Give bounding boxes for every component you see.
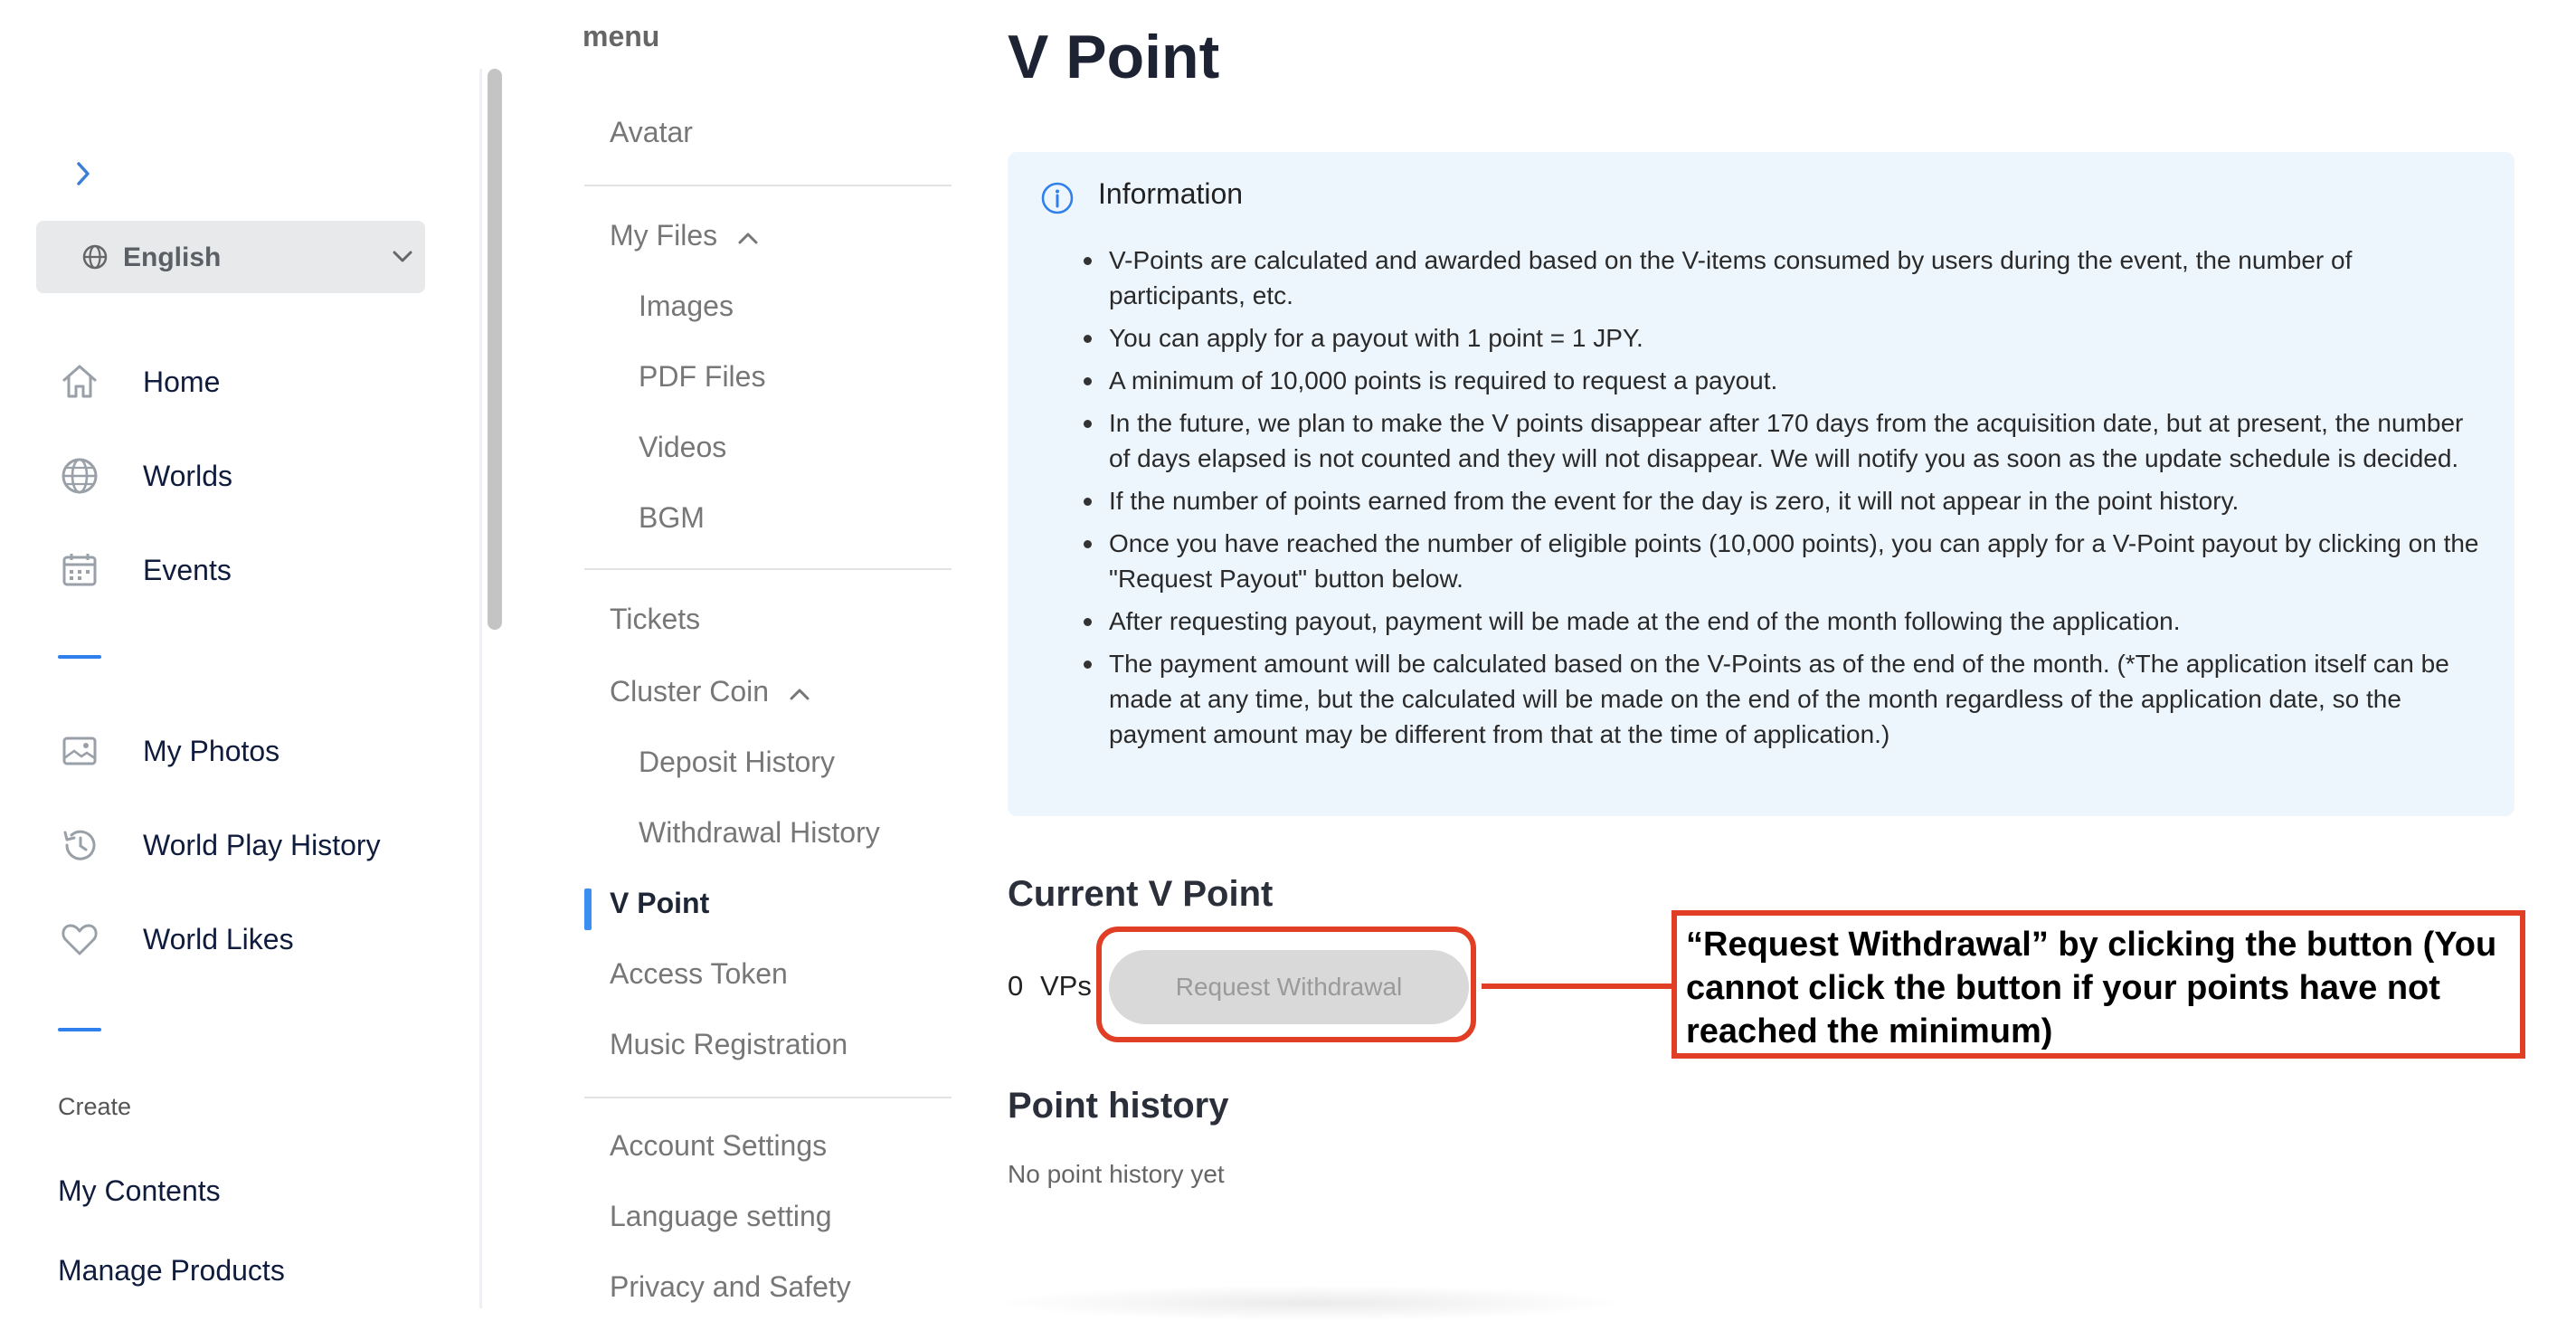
- sidebar-item-my-photos[interactable]: [58, 724, 279, 778]
- information-item: If the number of points earned from the event for the day is zero, it will not appear in the point history.: [1080, 483, 2491, 518]
- information-item: V-Points are calculated and awarded based on the V-items consumed by users during the event, the number of participants, etc.: [1080, 242, 2491, 313]
- menu-item-avatar[interactable]: Avatar: [610, 116, 693, 148]
- menu-item-cluster-coin[interactable]: [610, 675, 811, 708]
- request-withdrawal-button[interactable]: Request Withdrawal: [1109, 950, 1469, 1024]
- menu-item-deposit-history[interactable]: Deposit History: [639, 746, 835, 778]
- chevron-up-icon: [788, 685, 811, 703]
- annotation-callout: [1672, 910, 2525, 1059]
- history-icon: [58, 818, 112, 872]
- menu-item-v-point[interactable]: V Point: [610, 887, 710, 919]
- sidebar-scrollbar[interactable]: [488, 69, 502, 630]
- sidebar-item-label: World Play History: [143, 828, 381, 861]
- active-indicator: [584, 889, 592, 930]
- create-section-label: Create: [58, 1093, 132, 1120]
- information-item: You can apply for a payout with 1 point = 1 JPY.: [1080, 320, 2491, 356]
- information-item: Once you have reached the number of eligible points (10,000 points), you can apply for a V-Point payout by clicking on the "Request Payout" button below.: [1080, 526, 2491, 596]
- menu-item-bgm[interactable]: BGM: [639, 501, 705, 534]
- point-history-empty: No point history yet: [1008, 1160, 1225, 1188]
- sidebar-item-events[interactable]: [58, 543, 232, 597]
- annotation-highlight: [1096, 927, 1476, 1042]
- information-item: In the future, we plan to make the V points disappear after 170 days from the acquisition date, but at present, the number of days elapsed is not counted and they will not disappear. We will notify you as soon as the update schedule is decided.: [1080, 405, 2491, 476]
- my-contents-link[interactable]: My Contents: [58, 1174, 221, 1207]
- chevron-down-icon: [391, 246, 414, 268]
- information-item: The payment amount will be calculated based on the V-Points as of the end of the month. (*The application itself can be made at any time, but the calculated will be made on the end of the month regardless of the application date, so the payment amount may be different from that at the time of application.): [1080, 646, 2491, 752]
- menu-item-music-registration[interactable]: Music Registration: [610, 1028, 848, 1060]
- sidebar-item-home[interactable]: [58, 355, 220, 409]
- menu-item-language-setting[interactable]: Language setting: [610, 1200, 832, 1232]
- menu-item-tickets[interactable]: Tickets: [610, 603, 701, 635]
- sidebar-item-world-play-history[interactable]: [58, 818, 381, 872]
- menu-item-withdrawal-history[interactable]: Withdrawal History: [639, 816, 880, 849]
- sidebar: [0, 0, 481, 1308]
- information-list: [1080, 242, 2491, 759]
- sidebar-item-label: My Photos: [143, 734, 280, 767]
- point-history-heading: Point history: [1008, 1086, 1229, 1126]
- menu-item-privacy-safety[interactable]: Privacy and Safety: [610, 1270, 851, 1303]
- info-icon: [1040, 181, 1075, 215]
- floating-panel-shadow: [995, 1285, 1628, 1321]
- heart-icon: [58, 912, 112, 966]
- menu-divider: [584, 1097, 952, 1098]
- information-title: Information: [1098, 177, 1244, 210]
- menu-divider: [584, 568, 952, 570]
- sidebar-item-label: World Likes: [143, 922, 294, 955]
- v-point-balance: 0: [1008, 970, 1024, 1002]
- sidebar-divider: [479, 69, 482, 1308]
- section-divider: [58, 1028, 101, 1031]
- expand-sidebar-button[interactable]: [67, 156, 99, 192]
- menu-item-pdf-files[interactable]: PDF Files: [639, 360, 766, 393]
- sidebar-item-label: Worlds: [143, 459, 232, 492]
- page-title: V Point: [1008, 23, 1220, 91]
- v-point-unit: VPs: [1040, 970, 1092, 1002]
- manage-products-link[interactable]: Manage Products: [58, 1254, 285, 1287]
- annotation-connector: [1482, 984, 1673, 989]
- current-v-point-heading: Current V Point: [1008, 874, 1274, 914]
- sidebar-item-worlds[interactable]: [58, 449, 232, 503]
- section-divider: [58, 655, 101, 659]
- menu-divider: [584, 185, 952, 186]
- photo-icon: [58, 724, 112, 778]
- language-select[interactable]: [36, 221, 425, 293]
- chevron-up-icon: [736, 229, 760, 247]
- menu-item-my-files[interactable]: [610, 219, 760, 252]
- calendar-icon: [58, 543, 112, 597]
- sidebar-item-world-likes[interactable]: [58, 912, 294, 966]
- chevron-right-icon: [74, 160, 92, 187]
- menu-heading: menu: [582, 20, 660, 52]
- information-panel: [1008, 152, 2514, 816]
- menu-item-label: My Files: [610, 219, 718, 252]
- sidebar-item-label: Home: [143, 365, 221, 398]
- sidebar-item-label: Events: [143, 553, 232, 586]
- menu-item-images[interactable]: Images: [639, 290, 734, 322]
- language-select-label: English: [123, 242, 222, 272]
- menu-item-label: Cluster Coin: [610, 675, 770, 708]
- information-item: After requesting payout, payment will be made at the end of the month following the application.: [1080, 603, 2491, 639]
- annotation-callout-text: “Request Withdrawal” by clicking the button (You cannot click the button if your points have not reached the minimum): [1686, 926, 2497, 1050]
- menu-item-access-token[interactable]: Access Token: [610, 957, 788, 990]
- information-item: A minimum of 10,000 points is required to request a payout.: [1080, 363, 2491, 398]
- globe-icon: [58, 449, 112, 503]
- globe-icon: [81, 243, 109, 271]
- menu-item-account-settings[interactable]: Account Settings: [610, 1129, 828, 1162]
- menu-item-videos[interactable]: Videos: [639, 431, 727, 463]
- home-icon: [58, 355, 112, 409]
